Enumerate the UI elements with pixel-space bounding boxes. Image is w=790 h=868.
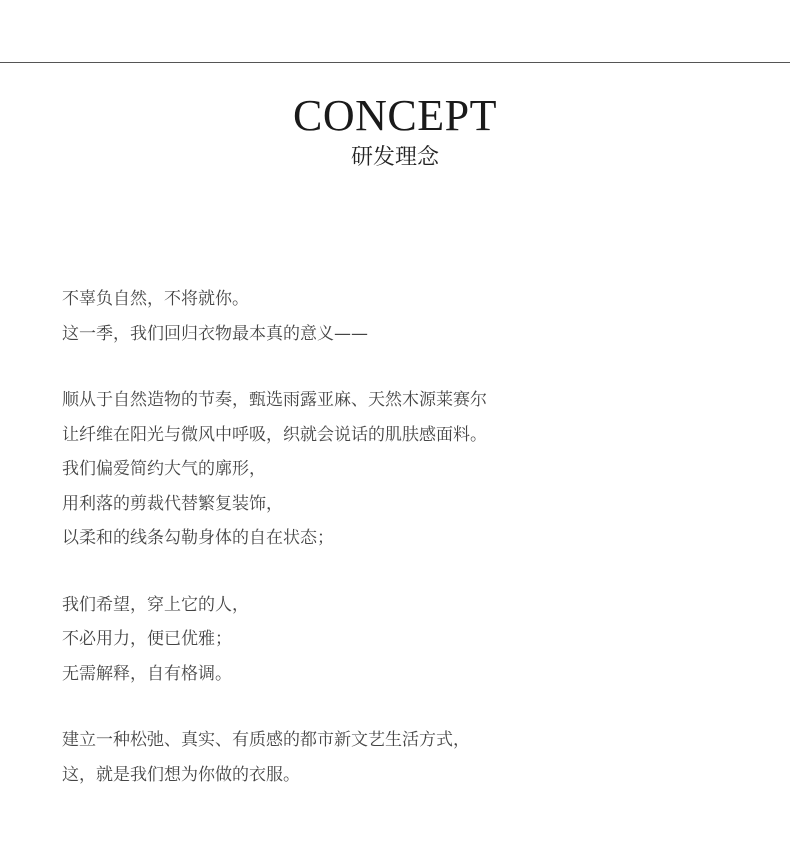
- section-header: [0, 90, 790, 172]
- text-line: 我们希望，穿上它的人，: [62, 594, 249, 615]
- text-line: 用利落的剪裁代替繁复装饰，: [62, 493, 283, 514]
- paragraph-lifestyle: [62, 723, 722, 792]
- paragraph-materials: [62, 383, 722, 556]
- concept-text: [62, 282, 722, 824]
- text-line: 顺从于自然造物的节奏，甄选雨露亚麻、天然木源莱赛尔: [62, 390, 487, 410]
- text-line: 不辜负自然，不将就你。: [62, 289, 249, 309]
- text-line: 不必用力，便已优雅；: [62, 629, 232, 649]
- top-divider: [0, 62, 790, 63]
- text-line: 建立一种松弛、真实、有质感的都市新文艺生活方式，: [62, 730, 470, 750]
- text-line: 我们偏爱简约大气的廓形，: [62, 459, 266, 479]
- section-title: CONCEPT: [293, 91, 497, 140]
- text-line: 以柔和的线条勾勒身体的自在状态；: [62, 528, 334, 548]
- text-line: 这，就是我们想为你做的衣服。: [62, 764, 300, 785]
- text-line: 无需解释，自有格调。: [62, 663, 232, 684]
- paragraph-intro: [62, 282, 722, 351]
- section-subtitle: 研发理念: [350, 145, 439, 170]
- text-line: 这一季，我们回归衣物最本真的意义——: [62, 323, 368, 344]
- text-line: 让纤维在阳光与微风中呼吸，织就会说话的肌肤感面料。: [62, 424, 487, 445]
- paragraph-wearer: [62, 588, 722, 692]
